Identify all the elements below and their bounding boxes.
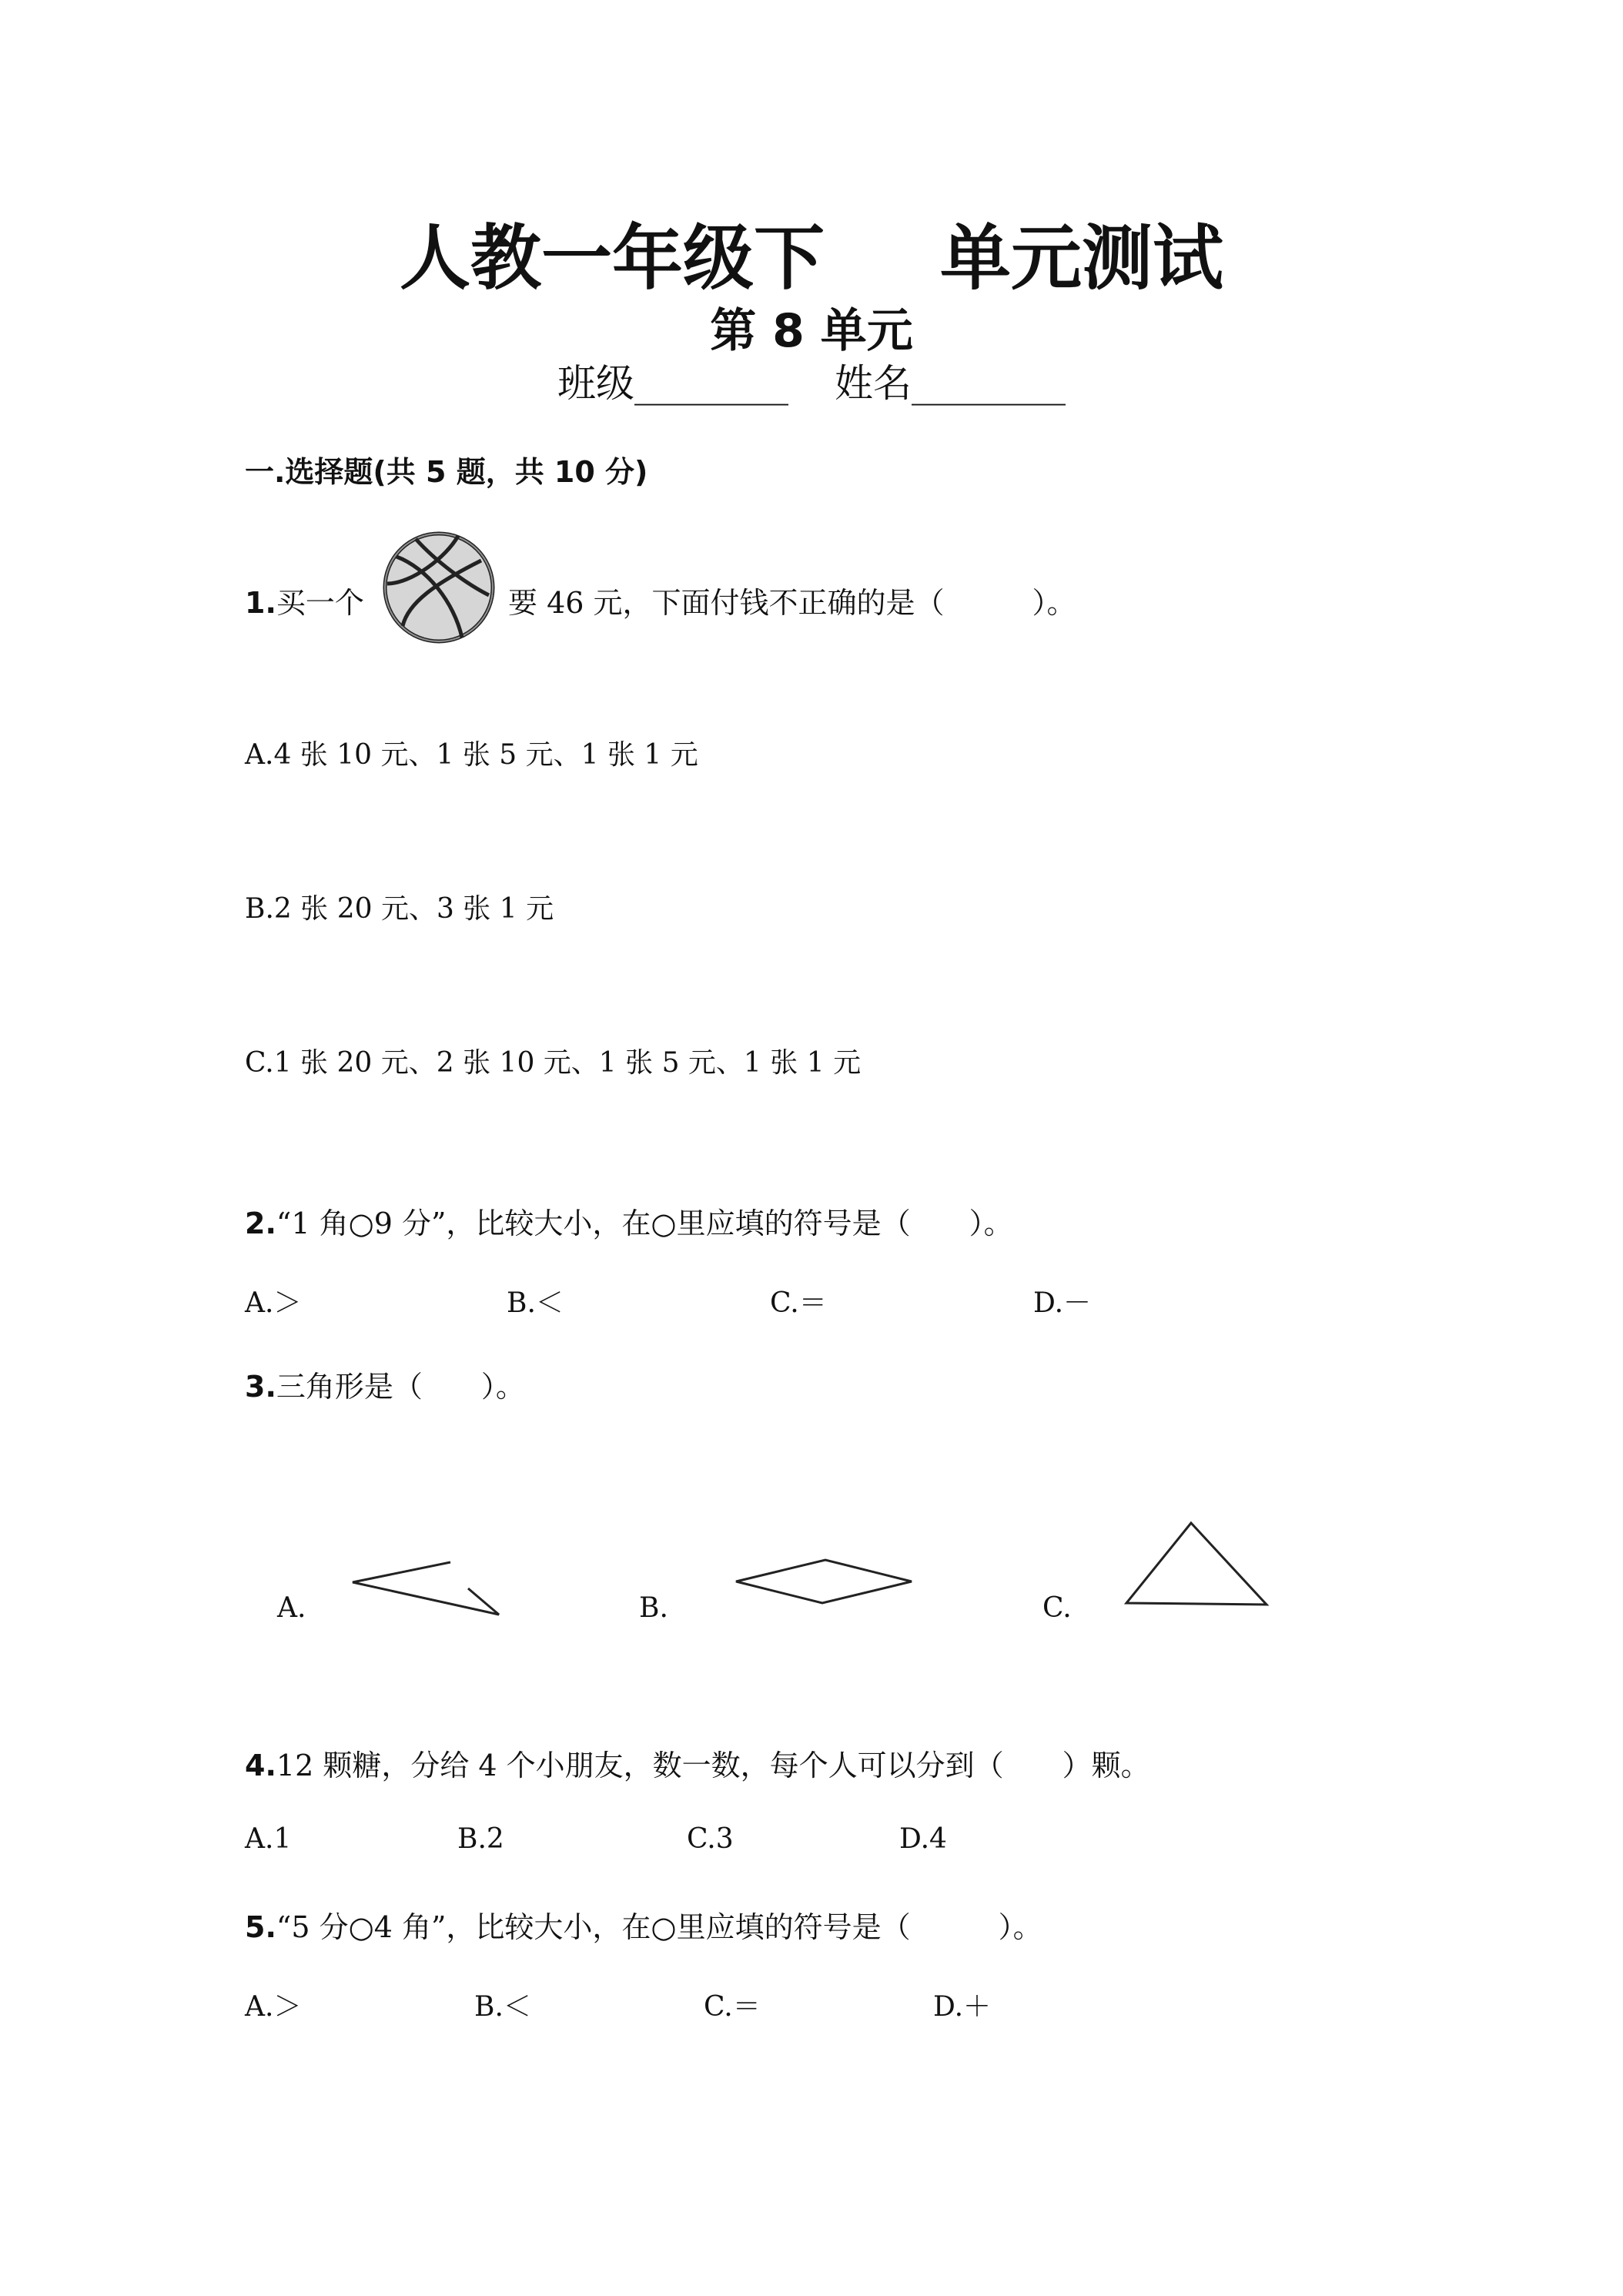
option-3b[interactable]: B. <box>639 1592 668 1624</box>
option-2d[interactable]: D.－ <box>1033 1287 1092 1319</box>
option-4a[interactable]: A.1 <box>245 1823 292 1855</box>
title-part2: 单元测试 <box>940 217 1224 300</box>
question-number: 4. <box>245 1749 276 1782</box>
option-5d[interactable]: D.＋ <box>933 1991 992 2023</box>
question-text: 三角形是（ ）。 <box>276 1370 525 1404</box>
option-4b[interactable]: B.2 <box>457 1823 504 1855</box>
option-5b[interactable]: B.＜ <box>474 1991 531 2023</box>
option-1a[interactable]: A.4 张 10 元、1 张 5 元、1 张 1 元 <box>245 739 698 771</box>
open-triangle-shape <box>346 1559 508 1621</box>
question-text: “5 分○4 角”，比较大小，在○里应填的符号是（ ）。 <box>276 1910 1042 1944</box>
rhombus-shape <box>731 1555 916 1609</box>
question-number: 3. <box>245 1370 276 1404</box>
option-4c[interactable]: C.3 <box>687 1823 734 1855</box>
question-text: “1 角○9 分”，比较大小，在○里应填的符号是（ ）。 <box>276 1207 1013 1240</box>
option-1b[interactable]: B.2 张 20 元、3 张 1 元 <box>245 893 554 925</box>
question-text: 买一个 <box>276 586 364 620</box>
question-text: 12 颗糖，分给 4 个小朋友，数一数，每个人可以分到（ ）颗。 <box>276 1749 1150 1782</box>
question-number: 5. <box>245 1910 276 1944</box>
question-2 <box>245 1200 1013 1242</box>
option-3c[interactable]: C. <box>1042 1592 1072 1624</box>
page-title <box>0 202 1623 303</box>
option-2b[interactable]: B.＜ <box>507 1287 564 1319</box>
name-field[interactable]: 姓名________ <box>835 361 1066 406</box>
question-1-text-after: 要 46 元，下面付钱不正确的是（ ）。 <box>508 586 1076 620</box>
page-subtitle: 第 8 单元 <box>710 304 913 358</box>
question-number: 2. <box>245 1207 276 1240</box>
option-5c[interactable]: C.＝ <box>704 1991 761 2023</box>
option-1c[interactable]: C.1 张 20 元、2 张 10 元、1 张 5 元、1 张 1 元 <box>245 1047 862 1079</box>
option-5a[interactable]: A.＞ <box>245 1991 302 2023</box>
question-5 <box>245 1903 1042 1946</box>
class-field[interactable]: 班级________ <box>557 361 788 406</box>
triangle-shape <box>1120 1518 1274 1611</box>
question-3 <box>245 1363 525 1405</box>
question-1 <box>245 579 364 621</box>
option-2c[interactable]: C.＝ <box>770 1287 827 1319</box>
student-info-line <box>0 353 1623 408</box>
option-2a[interactable]: A.＞ <box>245 1287 302 1319</box>
option-4d[interactable]: D.4 <box>899 1823 947 1855</box>
section-heading: 一.选择题(共 5 题，共 10 分) <box>245 455 648 489</box>
question-number: 1. <box>245 586 276 620</box>
option-3a[interactable]: A. <box>277 1592 306 1624</box>
basketball-image <box>381 530 497 645</box>
title-part1: 人教一年级下 <box>399 217 825 300</box>
question-4 <box>245 1742 1150 1784</box>
